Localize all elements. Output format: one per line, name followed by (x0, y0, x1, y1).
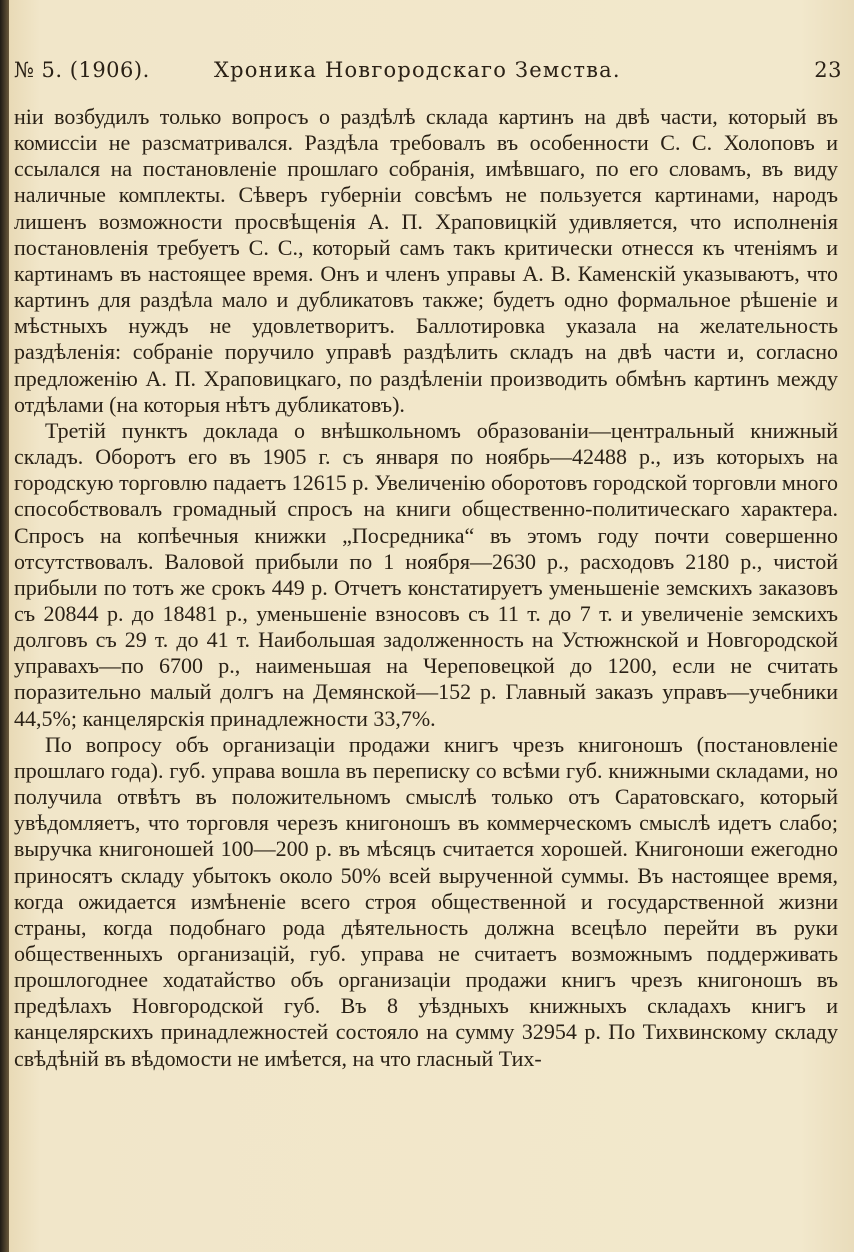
paragraph-continuation: нiи возбудилъ только вопросъ о раздѣлѣ склада картинъ на двѣ части, который въ комиссiи не разсматривался. Раздѣла требовалъ въ особенности С. С. Холоповъ и ссылался на постановленiе прошлаго собранiя, имѣвшаго, по его словамъ, въ виду наличные комплекты. Сѣверъ губернiи совсѣмъ не пользуется картинами, народъ лишенъ возможности просвѣщенiя А. П. Храповицкiй удивляется, что исполненiя постановленiя требуетъ С. С., который самъ такъ критически отнесся къ чтенiямъ и картинамъ въ настоящее время. Онъ и членъ управы А. В. Каменскiй указываютъ, что картинъ для раздѣла мало и дубликатовъ также; будетъ одно формальное рѣшенiе и мѣстныхъ нуждъ не удовлетворитъ. Баллотировка указала на желательность раздѣленiя: собранiе поручило управѣ раздѣлить складъ на двѣ части и, согласно предложенiю А. П. Храповицкаго, по раздѣленiи производить обмѣнъ картинъ между отдѣлами (на которыя нѣтъ дубликатовъ). (14, 104, 838, 417)
issue-number: № 5. (1906). (14, 58, 150, 82)
body-text (14, 104, 838, 1072)
paragraph-book-warehouse: Третiй пунктъ доклада о внѣшкольномъ образованiи—центральный книжный складъ. Оборотъ его въ 1905 г. съ января по ноябрь—42488 р., изъ которыхъ на городскую торговлю падаетъ 12615 р. Увеличенiю оборотовъ городской торговли много способствовалъ громадный спросъ на книги общественно-политическаго характера. Спросъ на копѣечныя книжки „Посредника“ въ этомъ году почти совершенно отсутствовалъ. Валовой прибыли по 1 ноября—2630 р., расходовъ 2180 р., чистой прибыли по тотъ же срокъ 449 р. Отчетъ констатируетъ уменьшенiе земскихъ заказовъ съ 20844 р. до 18481 р., уменьшенiе взносовъ съ 11 т. до 7 т. и увеличенiе земскихъ долговъ съ 29 т. до 41 т. Наибольшая задолженность на Устюжнской и Новгородской управахъ—по 6700 р., наименьшая на Череповецкой до 1200, если не считать поразительно малый долгъ на Демянской—152 р. Главный заказъ управъ—учебники 44,5%; канцелярскiя принадлежности 33,7%. (14, 417, 838, 731)
running-header (14, 52, 842, 86)
paragraph-book-peddlers: По вопросу объ организацiи продажи книгъ чрезъ книгоношъ (постановленiе прошлаго года). губ. управа вошла въ переписку со всѣми губ. книжными складами, но получила отвѣтъ въ положительномъ смыслѣ только отъ Саратовскаго, который увѣдомляетъ, что торговля черезъ книгоношъ въ коммерческомъ смыслѣ идетъ слабо; выручка книгоношей 100—200 р. въ мѣсяцъ считается хорошей. Книгоноши ежегодно приносятъ складу убытокъ около 50% всей вырученной суммы. Въ настоящее время, когда ожидается измѣненiе всего строя общественной и государственной жизни страны, когда подобнаго рода дѣятельность должна всецѣло перейти въ руки общественныхъ организацiй, губ. управа не считаетъ возможнымъ поддерживать прошлогоднее ходатайство объ организацiи продажи книгъ чрезъ книгоношъ въ предѣлахъ Новгородской губ. Въ 8 уѣздныхъ книжныхъ складахъ книгъ и канцелярскихъ принадлежностей состояло на сумму 32954 р. По Тихвинскому складу свѣдѣнiй въ вѣдомости не имѣется, на что гласный Тих- (14, 731, 838, 1071)
journal-title: Хроника Новгородскаго Земства. (214, 58, 621, 82)
page-number: 23 (814, 58, 842, 82)
book-spine-edge (0, 0, 9, 1252)
